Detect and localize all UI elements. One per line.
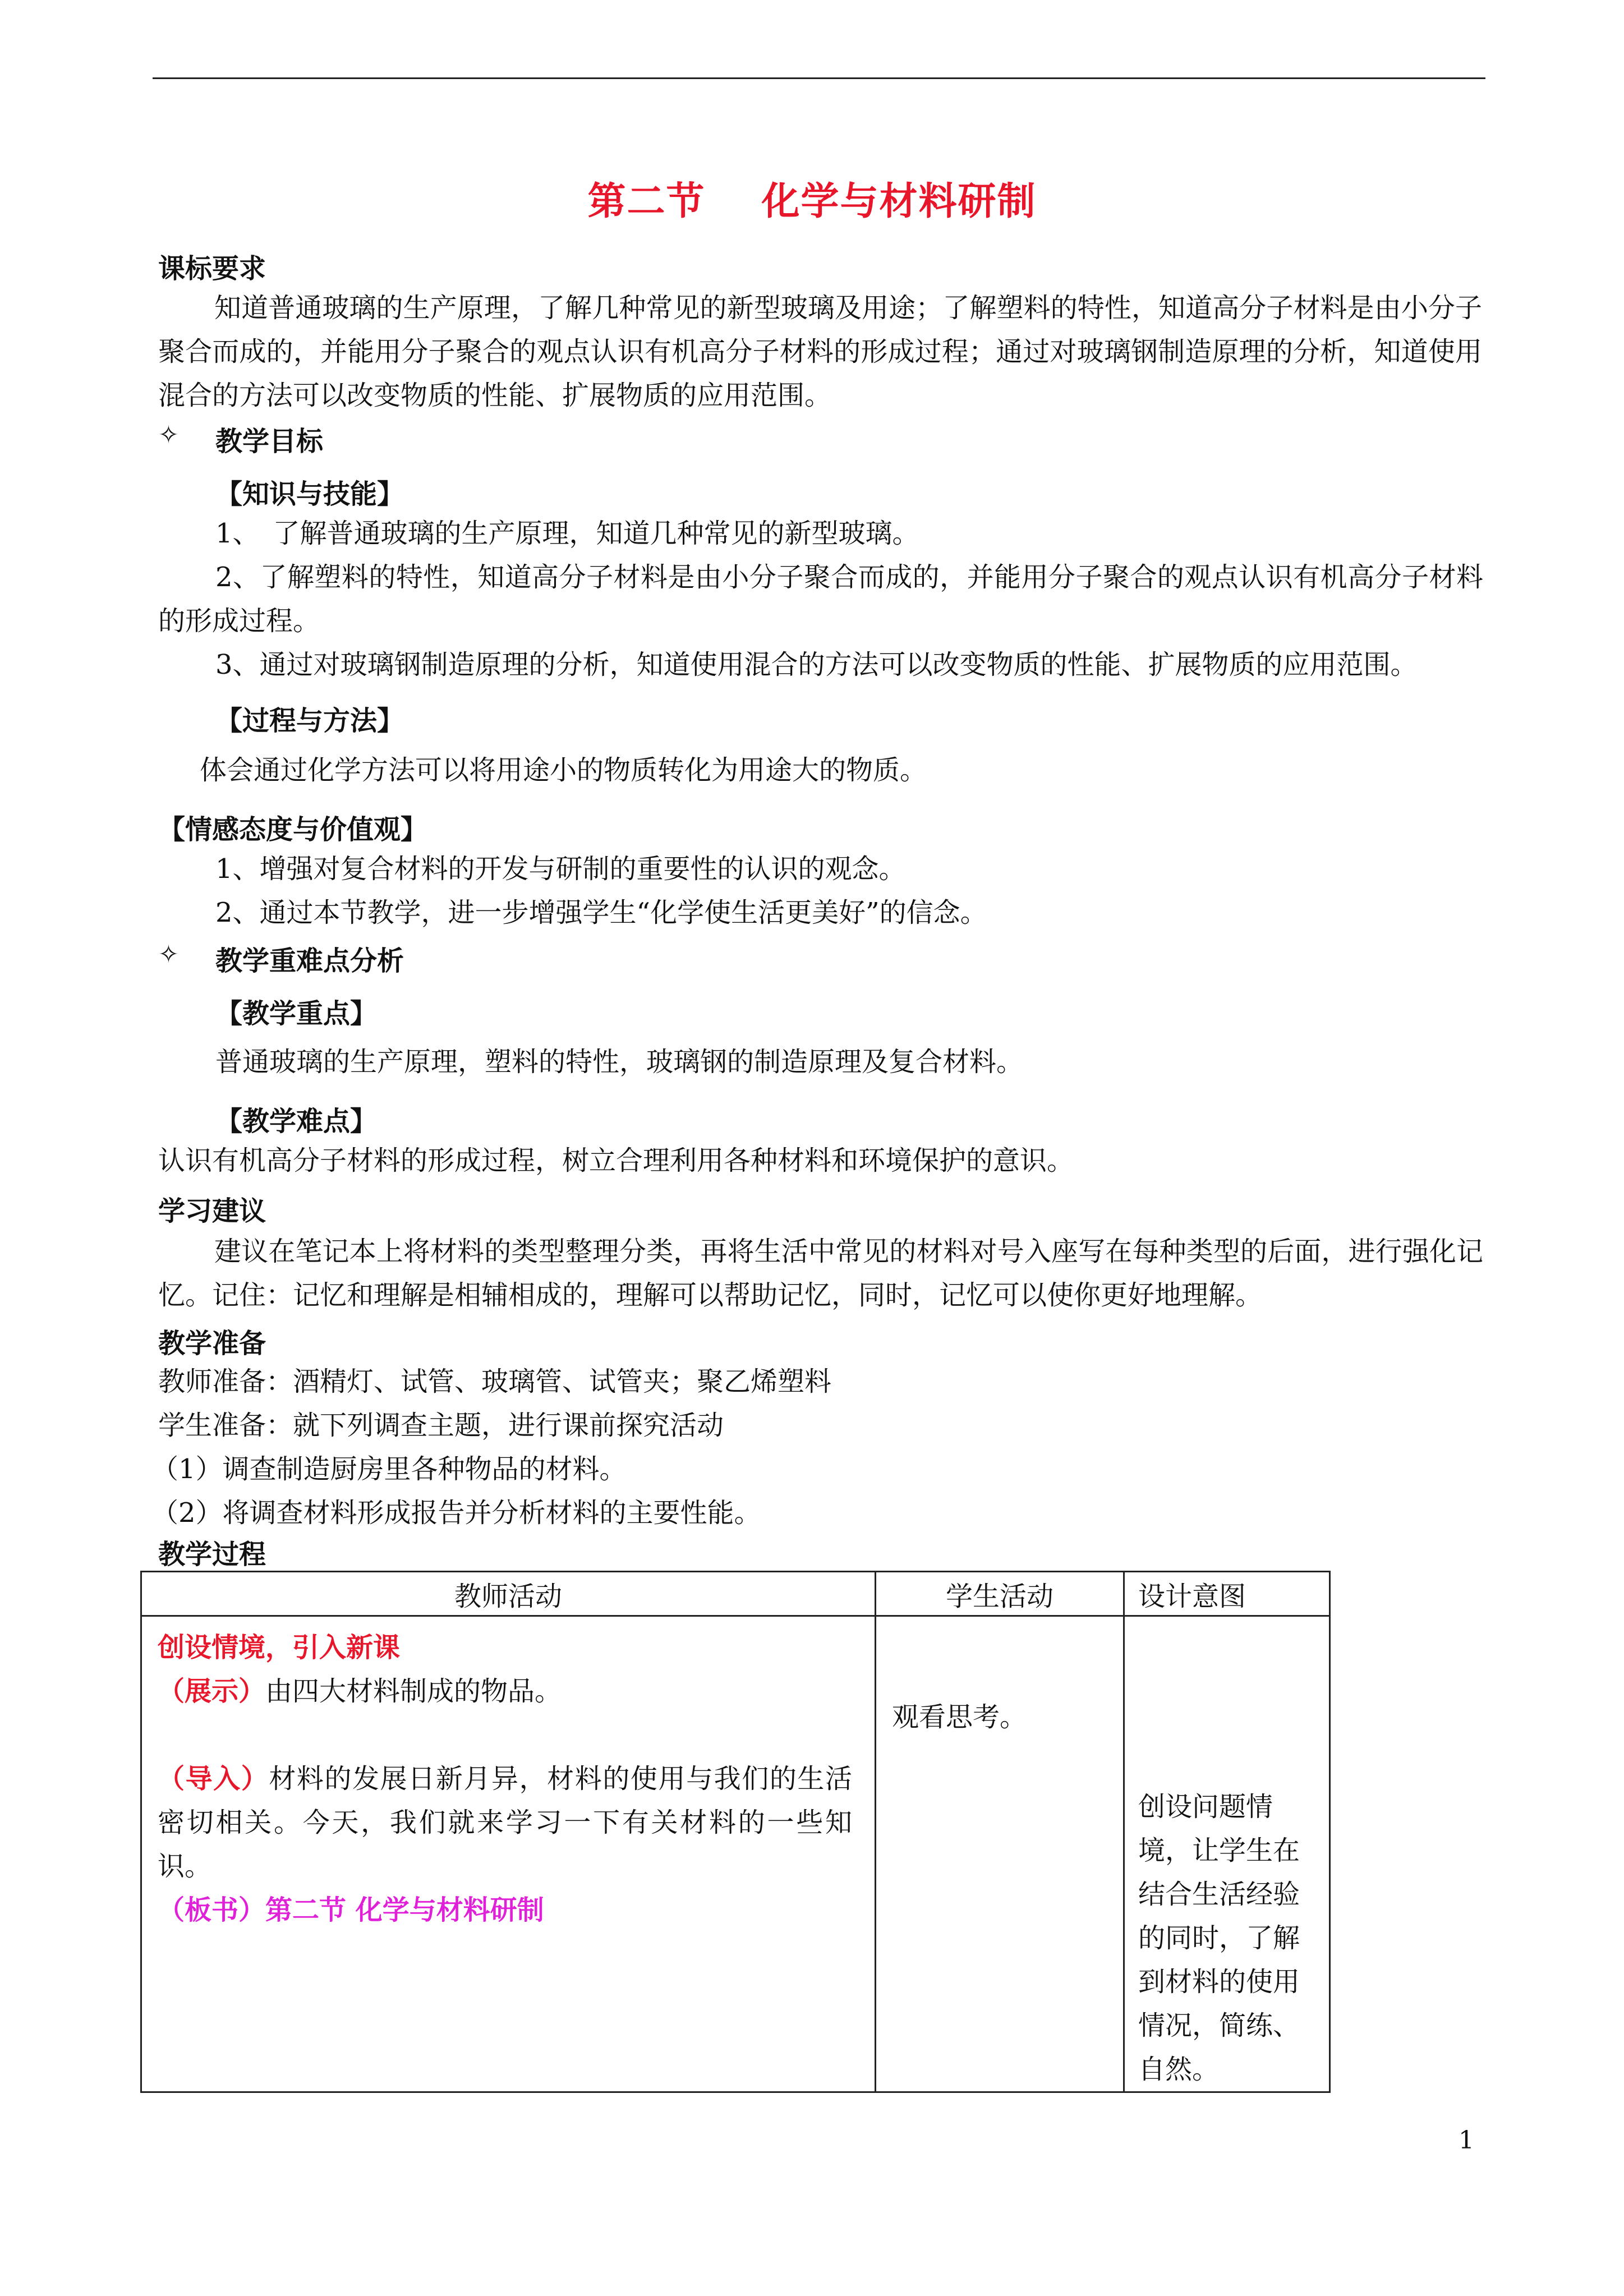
zhishi-item-2: 2、了解塑料的特性，知道高分子材料是由小分子聚合而成的，并能用分子聚合的观点认识有机高分子材料的形成过程。 — [158, 562, 1483, 637]
student-activity-text: 观看思考。 — [892, 1701, 1027, 1733]
intro-tag: （导入） — [158, 1763, 269, 1795]
zhunbei-item-2: （2）将调查材料形成报告并分析材料的主要性能。 — [151, 1497, 761, 1529]
heading-zhongnan: 教学重难点分析 — [215, 945, 404, 977]
heading-guocheng: 【过程与方法】 — [215, 705, 404, 737]
student-activity-cell — [876, 1616, 1124, 2092]
zhongdian-text: 普通玻璃的生产原理，塑料的特性，玻璃钢的制造原理及复合材料。 — [215, 1046, 1024, 1078]
heading-zhunbei: 教学准备 — [158, 1328, 266, 1359]
zhunbei-student: 学生准备：就下列调查主题，进行课前探究活动 — [158, 1410, 724, 1441]
heading-jianyi: 学习建议 — [158, 1195, 266, 1227]
page-title — [0, 171, 1624, 226]
guocheng-text: 体会通过化学方法可以将用途小的物质转化为用途大的物质。 — [200, 754, 927, 786]
qinggan-item-2: 2、通过本节教学，进一步增强学生“化学使生活更美好”的信念。 — [215, 897, 987, 928]
heading-kebiao: 课标要求 — [158, 253, 266, 284]
zhunbei-item-1: （1）调查制造厨房里各种物品的材料。 — [151, 1453, 627, 1485]
teacher-activity-cell — [141, 1616, 876, 2092]
zhishi-item-1: 1、 了解普通玻璃的生产原理，知道几种常见的新型玻璃。 — [215, 518, 919, 549]
show-tag: （展示） — [158, 1676, 266, 1707]
section-title: 创设情境，引入新课 — [158, 1632, 401, 1663]
table-header-row — [141, 1572, 1330, 1616]
board-text: 第二节 化学与材料研制 — [265, 1894, 544, 1926]
diamond-icon: ✧ — [158, 421, 179, 449]
heading-process: 教学过程 — [158, 1539, 266, 1570]
column-header-teacher: 教师活动 — [141, 1572, 876, 1616]
zhunbei-teacher: 教师准备：酒精灯、试管、玻璃管、试管夹；聚乙烯塑料 — [158, 1366, 832, 1397]
design-intent-cell — [1124, 1616, 1330, 2092]
intro-text: 材料的发展日新月异，材料的使用与我们的生活密切相关。今天，我们就来学习一下有关材料的一些知识。 — [158, 1763, 852, 1882]
title-text: 化学与材料研制 — [761, 180, 1037, 224]
page-number: 1 — [1459, 2126, 1474, 2155]
qinggan-item-1: 1、增强对复合材料的开发与研制的重要性的认识的观念。 — [215, 853, 906, 885]
zhishi-item-3: 3、通过对玻璃钢制造原理的分析，知道使用混合的方法可以改变物质的性能、扩展物质的应用范围。 — [215, 649, 1418, 680]
column-header-intent: 设计意图 — [1124, 1572, 1330, 1616]
heading-mubiao: 教学目标 — [215, 426, 324, 457]
design-intent-text: 创设问题情境，让学生在结合生活经验的同时，了解到材料的使用情况，简练、自然。 — [1138, 1791, 1300, 2085]
table-row — [141, 1616, 1330, 2092]
heading-zhishi: 【知识与技能】 — [215, 478, 404, 510]
process-table — [140, 1571, 1331, 2093]
title-section-number: 第二节 — [587, 180, 706, 224]
board-tag: （板书） — [158, 1894, 266, 1926]
heading-qinggan: 【情感态度与价值观】 — [158, 814, 428, 845]
heading-zhongdian: 【教学重点】 — [215, 998, 378, 1029]
diamond-icon: ✧ — [158, 940, 179, 969]
column-header-student: 学生活动 — [876, 1572, 1124, 1616]
kebiao-text: 知道普通玻璃的生产原理，了解几种常见的新型玻璃及用途；了解塑料的特性，知道高分子材料是由小分子聚合而成的，并能用分子聚合的观点认识有机高分子材料的形成过程；通过对玻璃钢制造原理的分析，知道使用混合的方法可以改变物质的性能、扩展物质的应用范围。 — [158, 292, 1482, 411]
nandian-text: 认识有机高分子材料的形成过程，树立合理利用各种材料和环境保护的意识。 — [158, 1145, 1074, 1176]
show-text: 由四大材料制成的物品。 — [265, 1676, 562, 1707]
header-rule — [153, 77, 1485, 79]
heading-nandian: 【教学难点】 — [215, 1106, 378, 1137]
jianyi-text: 建议在笔记本上将材料的类型整理分类，再将生活中常见的材料对号入座写在每种类型的后面，进行强化记忆。记住：记忆和理解是相辅相成的，理解可以帮助记忆，同时，记忆可以使你更好地理解。 — [158, 1236, 1483, 1311]
